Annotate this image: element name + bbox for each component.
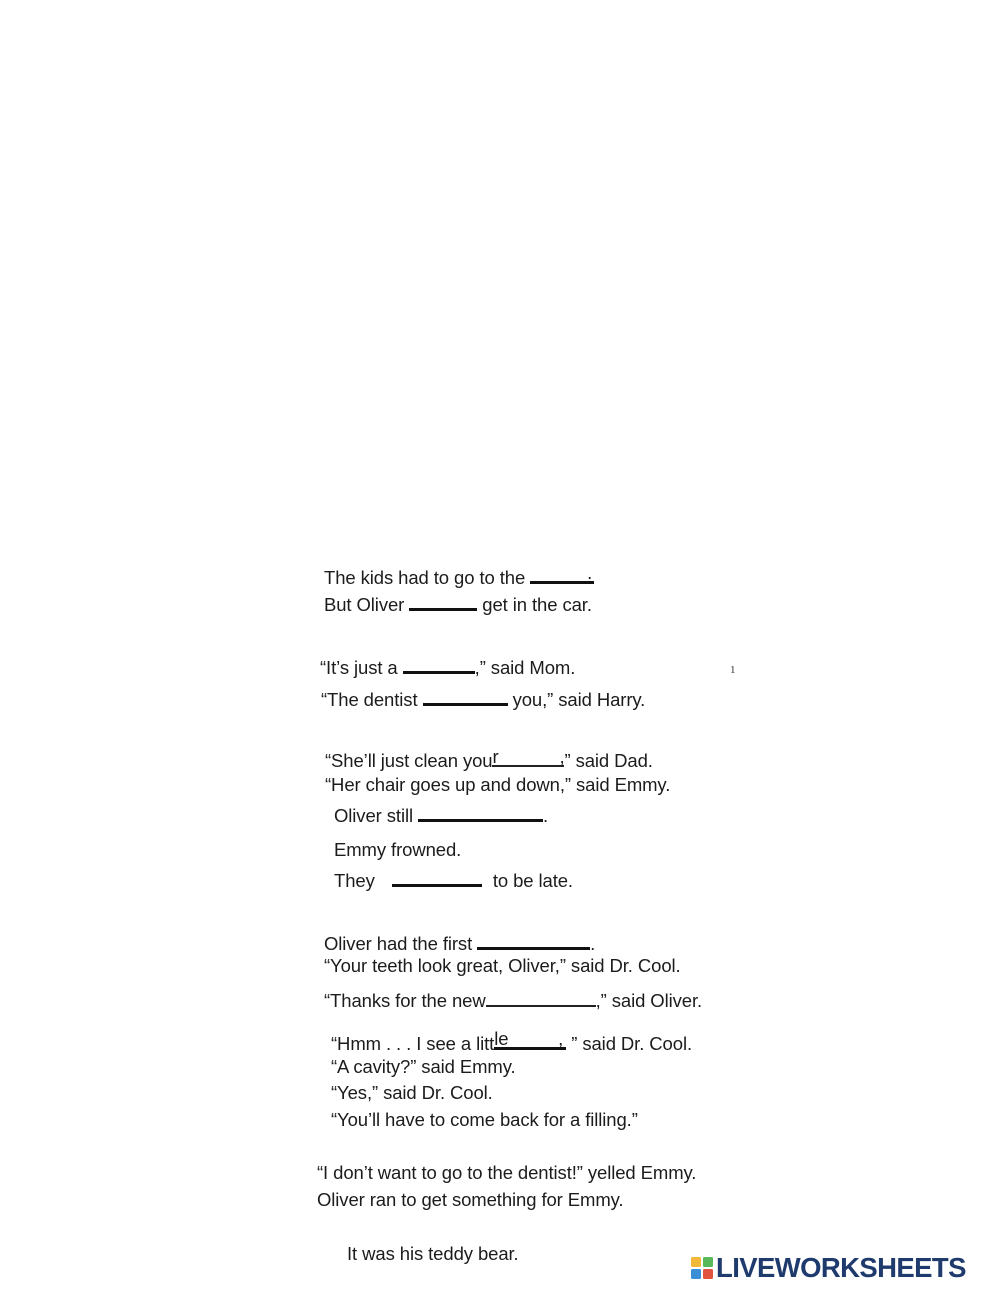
sentence-text: . bbox=[590, 933, 596, 954]
sentence-text: “She’ll just clean you bbox=[325, 750, 493, 771]
sentence-line-18 bbox=[317, 1189, 623, 1211]
sentence-text: “Yes,” said Dr. Cool. bbox=[331, 1082, 493, 1103]
blank-letters: le bbox=[494, 1028, 509, 1049]
sentence-text: to be late. bbox=[487, 870, 573, 891]
sentence-text: Oliver had the first bbox=[324, 933, 478, 954]
sentence-line-2 bbox=[324, 590, 592, 616]
sentence-line-8 bbox=[334, 839, 461, 861]
sentence-line-17 bbox=[317, 1162, 696, 1184]
answer-blank-10[interactable] bbox=[494, 1029, 566, 1050]
sentence-text: ,” said Mom. bbox=[474, 657, 576, 678]
answer-blank-6[interactable] bbox=[418, 801, 543, 822]
answer-blank-1[interactable] bbox=[530, 563, 594, 584]
sentence-text: “Thanks for the new bbox=[324, 990, 486, 1011]
sentence-text: Oliver ran to get something for Emmy. bbox=[317, 1189, 624, 1210]
blank-period: . bbox=[587, 562, 593, 583]
sentence-text: Emmy frowned. bbox=[334, 839, 462, 860]
blank-comma: , bbox=[559, 746, 565, 767]
sentence-line-1 bbox=[324, 563, 594, 589]
liveworksheets-logo[interactable] bbox=[691, 1253, 966, 1283]
sentence-line-7 bbox=[334, 801, 548, 827]
answer-blank-9[interactable] bbox=[486, 987, 596, 1007]
answer-blank-8[interactable] bbox=[477, 929, 590, 950]
sentence-text: But Oliver bbox=[324, 594, 410, 615]
sentence-line-9 bbox=[334, 866, 573, 892]
answer-blank-3[interactable] bbox=[403, 653, 475, 674]
sentence-text: “Hmm . . . I see a litt bbox=[331, 1033, 495, 1054]
sentence-text: you,” said Harry. bbox=[507, 689, 646, 710]
sentence-line-13 bbox=[331, 1029, 692, 1055]
sentence-text: “You’ll have to come back for a filling.” bbox=[331, 1109, 638, 1130]
sentence-text: ” said Dad. bbox=[564, 750, 653, 771]
answer-blank-2[interactable] bbox=[409, 590, 477, 611]
blank-letter: r bbox=[492, 746, 499, 767]
sentence-text: “It’s just a bbox=[320, 657, 403, 678]
sentence-text: It was his teddy bear. bbox=[347, 1243, 519, 1264]
page-number: 1 bbox=[730, 664, 736, 676]
sentence-text: They bbox=[334, 870, 380, 891]
sentence-text: “The dentist bbox=[321, 689, 423, 710]
sentence-text: . bbox=[543, 805, 549, 826]
answer-blank-7[interactable] bbox=[392, 866, 482, 887]
sentence-line-3 bbox=[320, 653, 575, 679]
sentence-line-16 bbox=[331, 1109, 638, 1131]
sentence-line-4 bbox=[321, 685, 645, 711]
blank-comma: , bbox=[558, 1028, 564, 1049]
sentence-line-19 bbox=[347, 1243, 519, 1265]
sentence-line-12 bbox=[324, 987, 702, 1012]
answer-blank-4[interactable] bbox=[423, 685, 508, 706]
sentence-line-5 bbox=[325, 747, 653, 772]
sentence-line-10 bbox=[324, 929, 595, 955]
sentence-line-14 bbox=[331, 1056, 516, 1078]
sentence-line-6 bbox=[325, 774, 670, 796]
sentence-text: get in the car. bbox=[477, 594, 592, 615]
sentence-text: The kids had to go to the bbox=[324, 567, 531, 588]
sentence-text: ” said Dr. Cool. bbox=[566, 1033, 692, 1054]
sentence-text: “I don’t want to go to the dentist!” yelled Emmy. bbox=[317, 1162, 697, 1183]
sentence-text: “A cavity?” said Emmy. bbox=[331, 1056, 516, 1077]
sentence-line-15 bbox=[331, 1082, 493, 1104]
sentence-text: “Your teeth look great, Oliver,” said Dr. Cool. bbox=[324, 955, 681, 976]
live-blocks-icon bbox=[691, 1257, 713, 1279]
brand-name: LIVEWORKSHEETS bbox=[716, 1252, 966, 1283]
answer-blank-5[interactable] bbox=[492, 747, 564, 767]
sentence-text: Oliver still bbox=[334, 805, 419, 826]
sentence-text: ,” said Oliver. bbox=[595, 990, 703, 1011]
sentence-text: “Her chair goes up and down,” said Emmy. bbox=[325, 774, 671, 795]
sentence-line-11 bbox=[324, 955, 681, 977]
